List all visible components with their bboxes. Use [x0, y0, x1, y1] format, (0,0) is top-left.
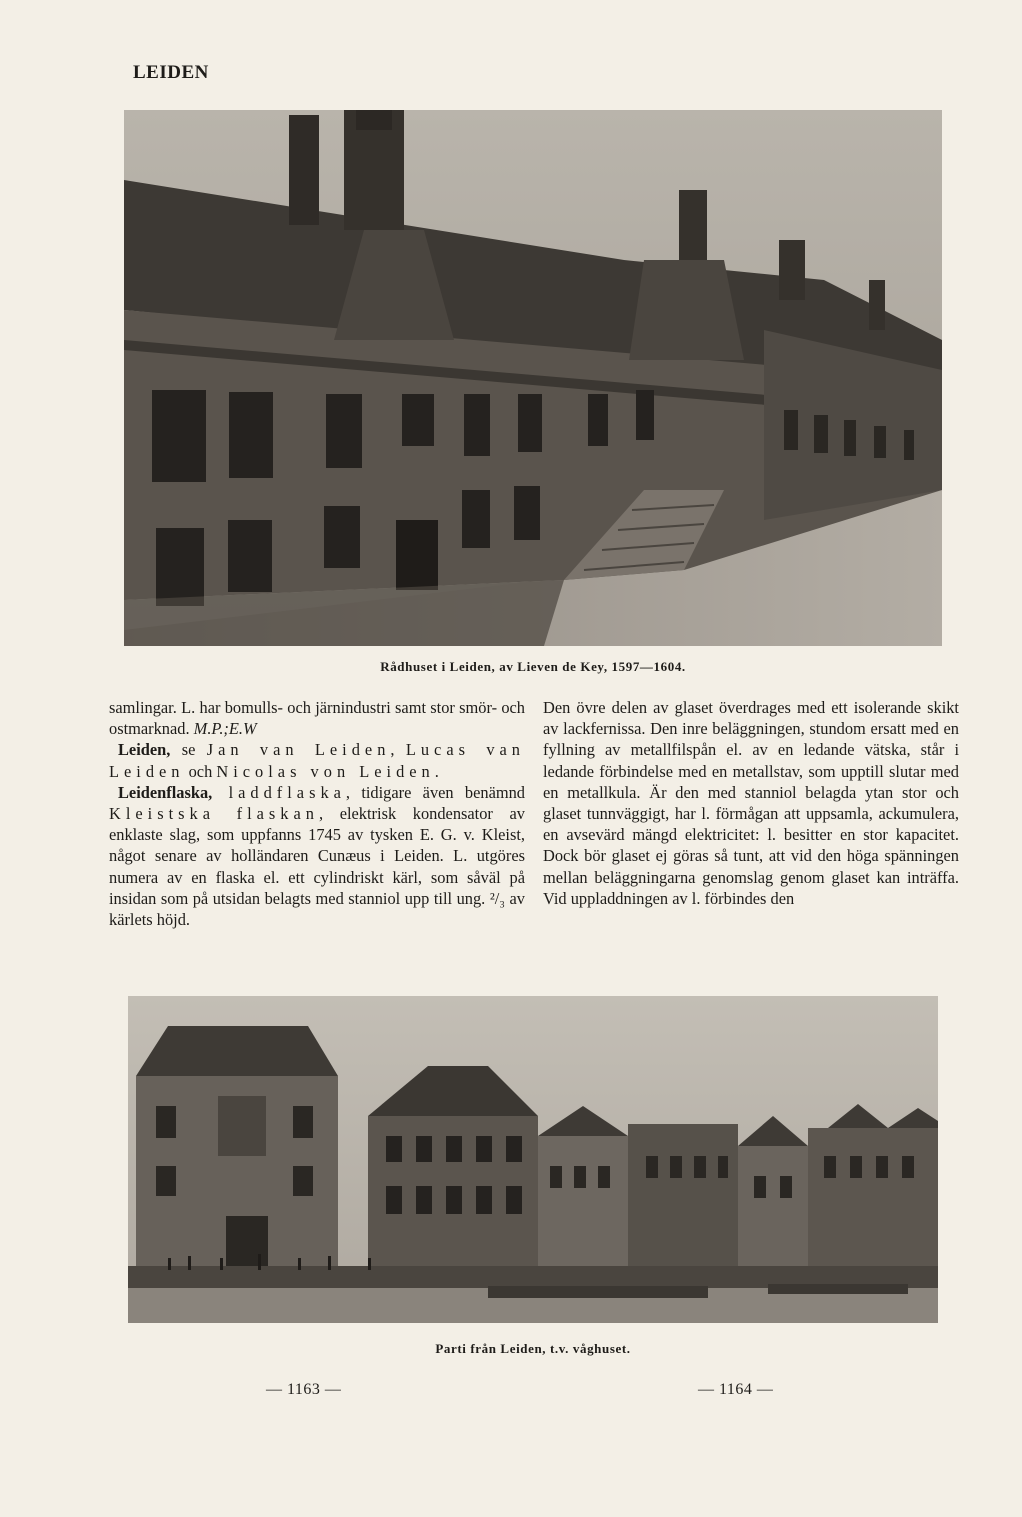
fraction: ²/₃ — [489, 888, 505, 908]
photo-weigh-house — [128, 996, 938, 1323]
entry-text: , elektrisk kondensator av enklaste slag, som uppfanns 1745 av tysken E. G. v. Kleist, något senare av holländaren Cunæus i Leiden. L. utgöres numera av en flaska el. ett cylindriskt kärl, som såväl på insidan som på utsidan belagts med stanniol upp till ung. — [109, 804, 525, 908]
cross-reference: Nicolas von Leiden — [216, 761, 435, 781]
entry-text: av kärlets höjd. — [109, 888, 525, 930]
entry-text: , tidigare även benämnd — [345, 782, 525, 802]
text-column-right — [543, 697, 959, 909]
figure-caption-bottom: Parti från Leiden, t.v. våghuset. — [435, 1341, 631, 1356]
photo-town-hall — [124, 110, 942, 646]
running-head: LEIDEN — [133, 62, 209, 83]
figure-caption-top: Rådhuset i Leiden, av Lieven de Key, 1597—1604. — [380, 659, 686, 674]
page-number-left: — 1163 — — [266, 1381, 342, 1398]
town-hall-illustration — [124, 110, 942, 646]
text-column-left — [109, 697, 525, 930]
cross-reference: Lucas van Leiden — [109, 740, 525, 781]
paragraph-continuation — [109, 697, 525, 739]
entry-text: . — [434, 761, 439, 781]
author-signature: M.P.;E.W — [193, 719, 257, 739]
entry-leidenflaska — [109, 782, 525, 930]
paragraph-text: samlingar. L. har bomulls- och järnindustri samt stor smör- och ostmarknad. — [109, 698, 525, 739]
page-number-right: — 1164 — — [698, 1381, 774, 1398]
entry-text: , — [390, 740, 406, 760]
entry-text: se — [170, 740, 207, 760]
weigh-house-illustration — [128, 996, 938, 1323]
cross-reference: Jan van Leiden — [206, 740, 391, 760]
alternative-name: laddflaska — [212, 782, 346, 802]
alternative-name: Kleistska flaskan — [109, 804, 319, 824]
entry-text: och — [184, 761, 217, 781]
entry-leiden-reference — [109, 739, 525, 781]
headword-leiden: Leiden, — [118, 740, 171, 760]
headword-leidenflaska: Leidenflaska, — [118, 782, 213, 802]
paragraph-continuation: Den övre delen av glaset överdrages med ett isolerande skikt av lackfernissa. Den inre beläggningen, stundom ersatt med en fyllning av metallfilspån el. av en ledande vätska, står i ledande förbindelse med en metallstav, som upptill slutar med en metallkula. Är den med stanniol belagda ytan stor och glaset tunnväggigt, har l. förmågan att uppsamla, ackumulera, en avsevärd mängd elektricitet: l. besitter en stor kapacitet. Dock bör glaset ej göras så tunt, att vid den höga spänningen mellan beläggningarna genomslag genom glaset kan inträffa. Vid uppladdningen av l. förbindes den — [543, 698, 959, 908]
